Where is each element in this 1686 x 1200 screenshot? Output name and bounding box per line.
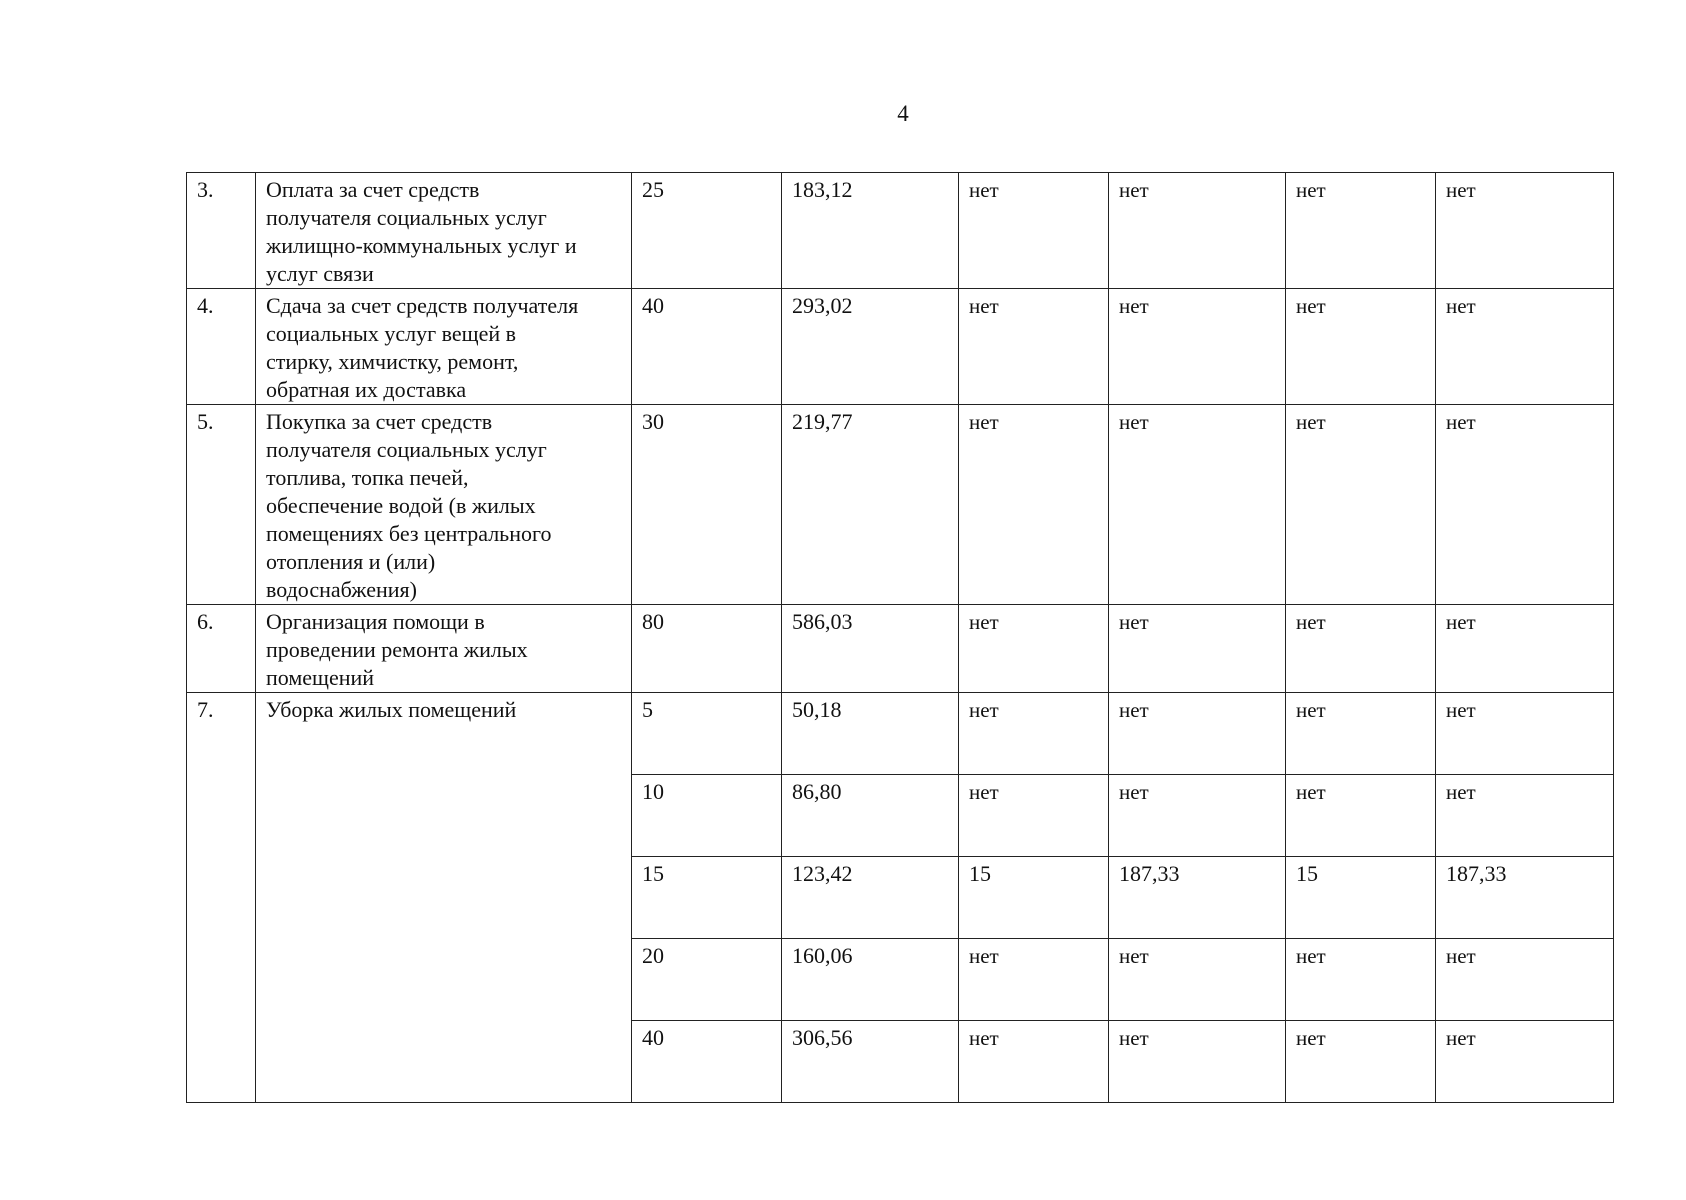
table-row bbox=[187, 405, 1614, 605]
value-cell: нет bbox=[1436, 1021, 1614, 1103]
value-cell: нет bbox=[959, 775, 1109, 857]
value-cell: нет bbox=[1436, 693, 1614, 775]
value-cell: нет bbox=[959, 173, 1109, 289]
value-cell: нет bbox=[1436, 173, 1614, 289]
row-number: 3. bbox=[187, 173, 256, 289]
value-cell: нет bbox=[1286, 775, 1436, 857]
value-cell: нет bbox=[1436, 775, 1614, 857]
value-cell: нет bbox=[1109, 1021, 1286, 1103]
value-cell: нет bbox=[1286, 1021, 1436, 1103]
value-cell: 50,18 bbox=[782, 693, 959, 775]
row-number: 6. bbox=[187, 605, 256, 693]
value-cell: 183,12 bbox=[782, 173, 959, 289]
value-cell: нет bbox=[959, 1021, 1109, 1103]
page-number: 4 bbox=[897, 101, 909, 126]
value-cell: нет bbox=[1436, 289, 1614, 405]
value-cell: нет bbox=[1286, 693, 1436, 775]
service-name: Уборка жилых помещений bbox=[256, 693, 632, 1103]
value-cell: 123,42 bbox=[782, 857, 959, 939]
value-cell: нет bbox=[1436, 405, 1614, 605]
table-row bbox=[187, 173, 1614, 289]
value-cell: нет bbox=[959, 289, 1109, 405]
value-cell: 40 bbox=[632, 289, 782, 405]
value-cell: 219,77 bbox=[782, 405, 959, 605]
value-cell: нет bbox=[1109, 405, 1286, 605]
table-row bbox=[187, 605, 1614, 693]
table-row bbox=[187, 693, 1614, 775]
service-name: Покупка за счет средств получателя социальных услуг топлива, топка печей, обеспечение водой (в жилых помещениях без центрального отопления и (или) водоснабжения) bbox=[256, 405, 632, 605]
row-number: 7. bbox=[187, 693, 256, 1103]
value-cell: нет bbox=[1109, 289, 1286, 405]
value-cell: нет bbox=[1286, 289, 1436, 405]
value-cell: нет bbox=[1109, 605, 1286, 693]
value-cell: 20 bbox=[632, 939, 782, 1021]
value-cell: нет bbox=[1286, 173, 1436, 289]
value-cell: 586,03 bbox=[782, 605, 959, 693]
value-cell: нет bbox=[1109, 775, 1286, 857]
value-cell: нет bbox=[1109, 939, 1286, 1021]
value-cell: 187,33 bbox=[1109, 857, 1286, 939]
value-cell: нет bbox=[1109, 173, 1286, 289]
value-cell: 15 bbox=[959, 857, 1109, 939]
value-cell: 293,02 bbox=[782, 289, 959, 405]
value-cell: нет bbox=[1286, 939, 1436, 1021]
value-cell: нет bbox=[959, 939, 1109, 1021]
service-name: Сдача за счет средств получателя социальных услуг вещей в стирку, химчистку, ремонт, обратная их доставка bbox=[256, 289, 632, 405]
value-cell: 306,56 bbox=[782, 1021, 959, 1103]
value-cell: нет bbox=[1436, 939, 1614, 1021]
value-cell: 30 bbox=[632, 405, 782, 605]
value-cell: нет bbox=[1109, 693, 1286, 775]
value-cell: 86,80 bbox=[782, 775, 959, 857]
value-cell: нет bbox=[1286, 605, 1436, 693]
services-table bbox=[186, 172, 1614, 1103]
value-cell: 80 bbox=[632, 605, 782, 693]
value-cell: нет bbox=[959, 693, 1109, 775]
value-cell: 25 bbox=[632, 173, 782, 289]
table-row bbox=[187, 289, 1614, 405]
value-cell: нет bbox=[959, 605, 1109, 693]
value-cell: нет bbox=[1286, 405, 1436, 605]
service-name: Организация помощи в проведении ремонта жилых помещений bbox=[256, 605, 632, 693]
value-cell: 187,33 bbox=[1436, 857, 1614, 939]
value-cell: 40 bbox=[632, 1021, 782, 1103]
value-cell: 15 bbox=[632, 857, 782, 939]
value-cell: 15 bbox=[1286, 857, 1436, 939]
value-cell: нет bbox=[959, 405, 1109, 605]
value-cell: нет bbox=[1436, 605, 1614, 693]
row-number: 4. bbox=[187, 289, 256, 405]
value-cell: 5 bbox=[632, 693, 782, 775]
value-cell: 10 bbox=[632, 775, 782, 857]
service-name: Оплата за счет средств получателя социальных услуг жилищно-коммунальных услуг и услуг связи bbox=[256, 173, 632, 289]
row-number: 5. bbox=[187, 405, 256, 605]
value-cell: 160,06 bbox=[782, 939, 959, 1021]
